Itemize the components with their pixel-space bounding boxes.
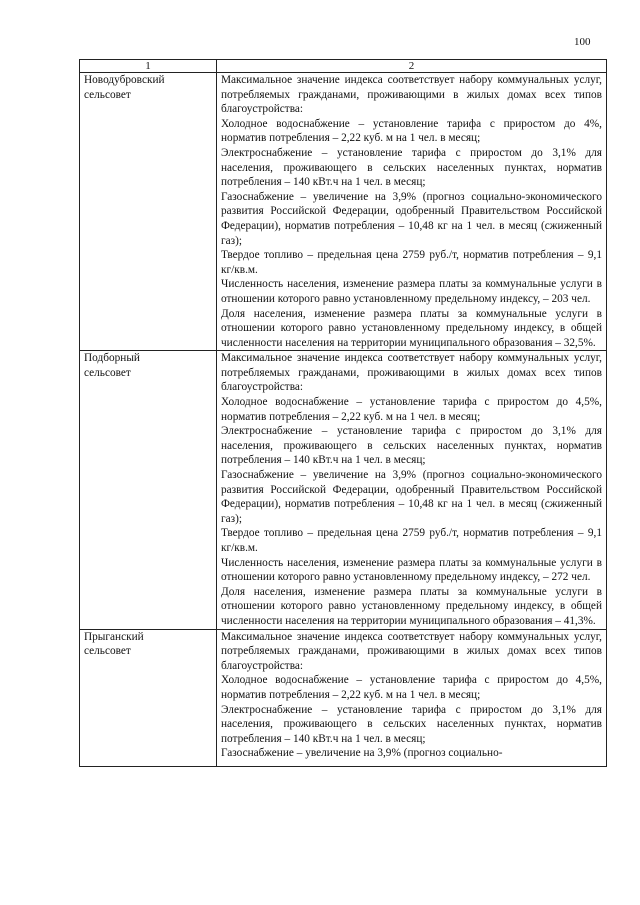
paragraph: Холодное водоснабжение – установление тарифа с приростом до 4,5%, норматив потребления – 2,22 куб. м на 1 чел. в месяц; — [221, 396, 602, 423]
table-row — [80, 351, 607, 629]
header-row — [80, 60, 607, 73]
region-cell — [80, 351, 217, 629]
tariff-table — [79, 59, 607, 767]
description-cell — [217, 351, 607, 629]
paragraph: Максимальное значение индекса соответствует набору коммунальных услуг, потребляемых гражданами, проживающими в жилых домах всех типов благоустройства: — [221, 630, 602, 672]
paragraph: Газоснабжение – увеличение на 3,9% (прогноз социально-экономического развития Российской Федерации, одобренный Правительством Российской Федерации), норматив потребления – 10,48 кг на 1 чел. в месяц (сжиженный газ); — [221, 190, 602, 247]
page-number: 100 — [574, 36, 591, 48]
paragraph: Холодное водоснабжение – установление тарифа с приростом до 4%, норматив потребления – 2,22 куб. м на 1 чел. в месяц; — [221, 117, 602, 145]
paragraph: Электроснабжение – установление тарифа с приростом до 3,1% для населения, проживающего в сельских населенных пунктах, норматив потребления – 140 кВт.ч на 1 чел. в месяц; — [221, 146, 602, 189]
paragraph: Электроснабжение – установление тарифа с приростом до 3,1% для населения, проживающего в сельских населенных пунктах, норматив потребления – 140 кВт.ч на 1 чел. в месяц; — [221, 703, 602, 745]
region-name: Прыганский сельсовет — [84, 630, 144, 658]
region-cell — [80, 73, 217, 351]
paragraph: Твердое топливо – предельная цена 2759 руб./т, норматив потребления – 9,1 кг/кв.м. — [221, 249, 602, 276]
description-cell — [217, 629, 607, 766]
paragraph: Доля населения, изменение размера платы за коммунальные услуги в отношении которого равно установленному предельному индексу, в общей численности населения на территории муниципального образования – 32,5%. — [221, 307, 602, 349]
paragraph: Максимальное значение индекса соответствует набору коммунальных услуг, потребляемых гражданами, проживающими в жилых домах всех типов благоустройства: — [221, 352, 602, 394]
region-cell — [80, 629, 217, 766]
paragraph: Численность населения, изменение размера платы за коммунальные услуги в отношении которого равно установленному предельному индексу, – 203 чел. — [221, 278, 602, 305]
column-header-2: 2 — [217, 60, 607, 73]
paragraph: Газоснабжение – увеличение на 3,9% (прогноз социально-экономического развития Российской Федерации, одобренный Правительством Российской Федерации), норматив потребления – 10,48 кг на 1 чел. в месяц (сжиженный газ); — [221, 469, 602, 525]
paragraph: Максимальное значение индекса соответствует набору коммунальных услуг, потребляемых гражданами, проживающими в жилых домах всех типов благоустройства: — [221, 74, 602, 116]
paragraph: Твердое топливо – предельная цена 2759 руб./т, норматив потребления – 9,1 кг/кв.м. — [221, 527, 602, 554]
column-header-1: 1 — [80, 60, 217, 73]
table-row — [80, 629, 607, 766]
paragraph: Холодное водоснабжение – установление тарифа с приростом до 4,5%, норматив потребления – 2,22 куб. м на 1 чел. в месяц; — [221, 674, 602, 701]
region-name: Подборный сельсовет — [84, 352, 140, 379]
paragraph: Газоснабжение – увеличение на 3,9% (прогноз социально- — [221, 747, 503, 760]
region-name: Новодубровский сельсовет — [84, 74, 165, 101]
description-cell — [217, 73, 607, 351]
paragraph: Доля населения, изменение размера платы за коммунальные услуги в отношении которого равно установленному предельному индексу, в общей численности населения на территории муниципального образования – 41,3%. — [221, 585, 602, 627]
paragraph: Электроснабжение – установление тарифа с приростом до 3,1% для населения, проживающего в сельских населенных пунктах, норматив потребления – 140 кВт.ч на 1 чел. в месяц; — [221, 425, 602, 467]
table-row — [80, 73, 607, 351]
paragraph: Численность населения, изменение размера платы за коммунальные услуги в отношении которого равно установленному предельному индексу, – 272 чел. — [221, 556, 602, 584]
